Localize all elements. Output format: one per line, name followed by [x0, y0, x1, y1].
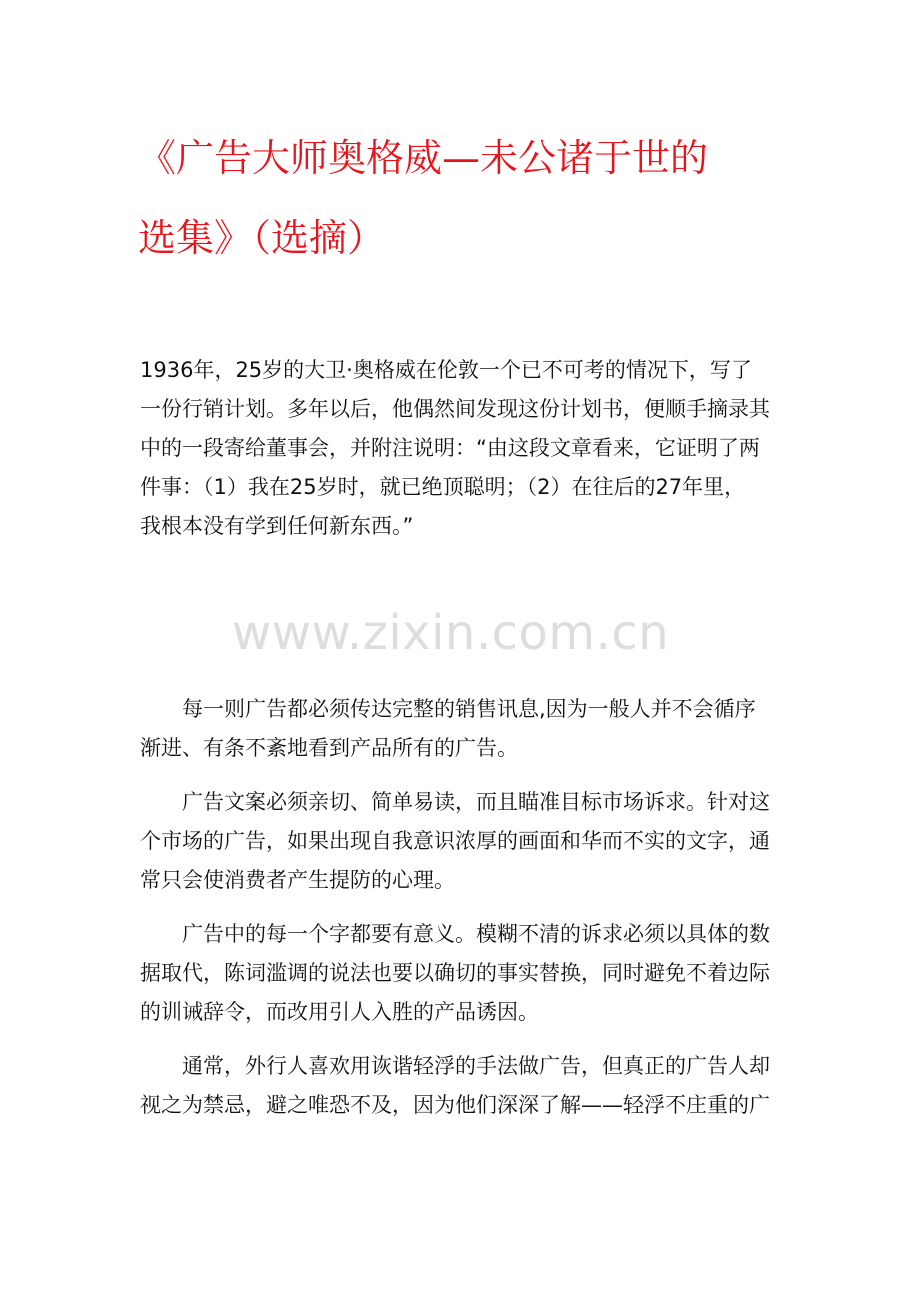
- body-line: 常只会使消费者产生提防的心理。: [140, 868, 455, 892]
- body-paragraph: [140, 915, 800, 1032]
- body-line: 每一则广告都必须传达完整的销售讯息,因为一般人并不会循序: [140, 697, 756, 721]
- intro-line: 我根本没有学到任何新东西。”: [140, 514, 414, 538]
- body-line: 视之为禁忌，避之唯恐不及，因为他们深深了解——轻浮不庄重的广: [140, 1093, 770, 1117]
- body-line: 渐进、有条不紊地看到产品所有的广告。: [140, 736, 518, 760]
- intro-line: 一份行销计划。多年以后，他偶然间发现这份计划书，便顺手摘录其: [140, 397, 770, 421]
- body-text: [140, 690, 800, 1140]
- body-paragraph: [140, 690, 800, 768]
- intro-line: 件事：（1）我在25岁时，就已绝顶聪明；（2）在往后的27年里，: [140, 475, 746, 499]
- intro-line: 中的一段寄给董事会，并附注说明：“由这段文章看来，它证明了两: [140, 436, 760, 460]
- body-line: 个市场的广告，如果出现自我意识浓厚的画面和华而不实的文字，通: [140, 829, 770, 853]
- intro-paragraph: [140, 351, 790, 546]
- body-paragraph: [140, 1047, 800, 1125]
- document-title: [138, 118, 798, 278]
- body-line: 广告中的每一个字都要有意义。模糊不清的诉求必须以具体的数: [140, 922, 770, 946]
- title-line: 《广告大师奥格威—未公诸于世的: [138, 136, 709, 180]
- body-line: 据取代，陈词滥调的说法也要以确切的事实替换，同时避免不着边际: [140, 961, 770, 985]
- title-line: 选集》（选摘）: [138, 216, 386, 260]
- body-paragraph: [140, 783, 800, 900]
- body-line: 通常，外行人喜欢用诙谐轻浮的手法做广告，但真正的广告人却: [140, 1054, 770, 1078]
- body-line: 的训诫辞令，而改用引人入胜的产品诱因。: [140, 1000, 539, 1024]
- body-line: 广告文案必须亲切、简单易读，而且瞄准目标市场诉求。针对这: [140, 790, 770, 814]
- intro-line: 1936年，25岁的大卫·奥格威在伦敦一个已不可考的情况下，写了: [140, 358, 752, 382]
- watermark: www.zixin.com.cn: [232, 605, 670, 661]
